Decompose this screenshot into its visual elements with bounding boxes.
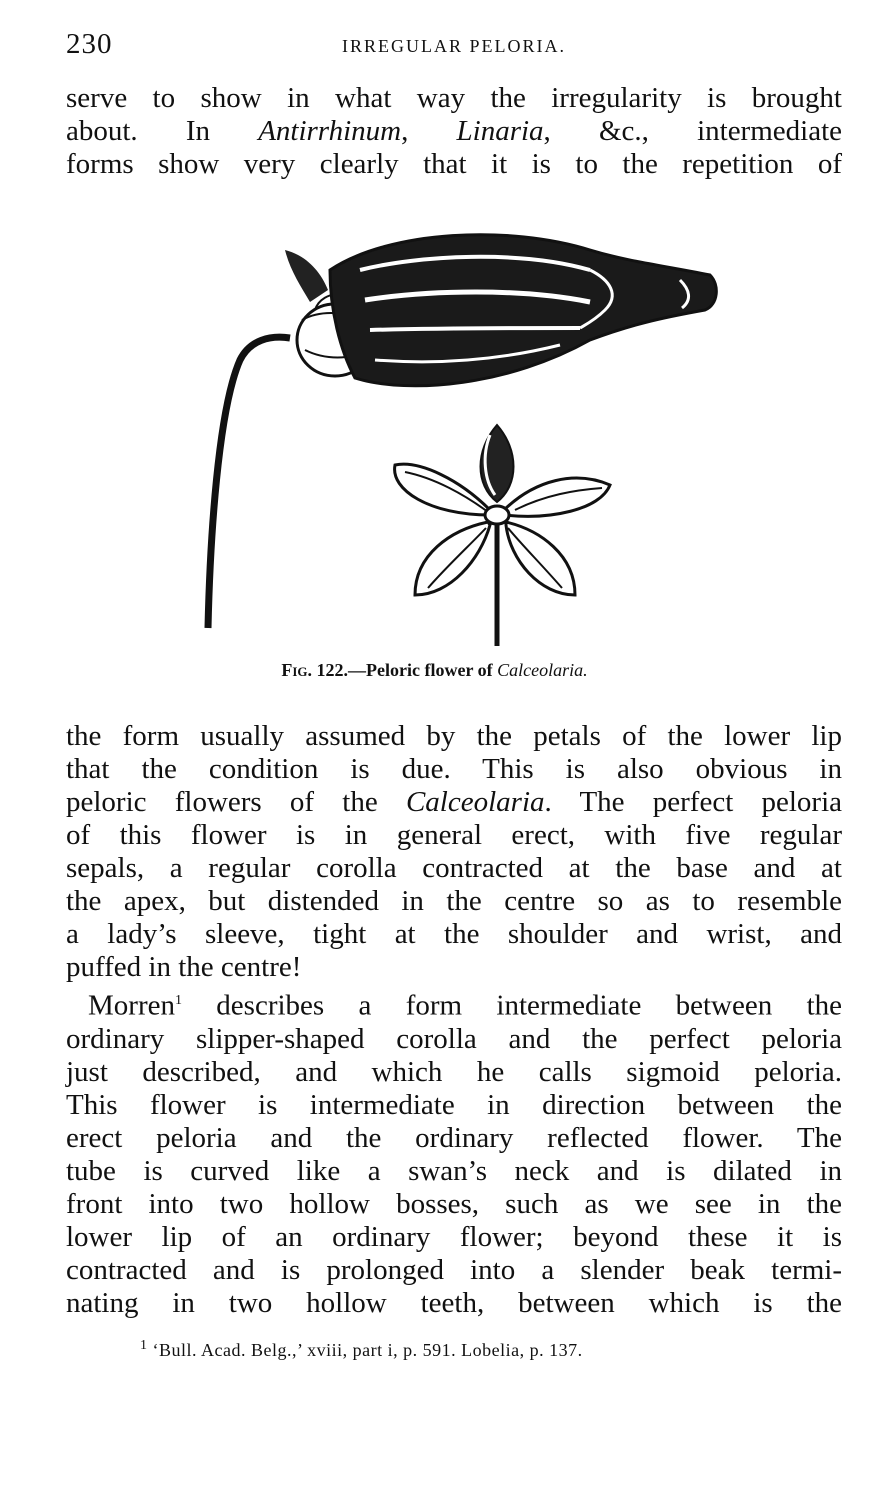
footnote [140, 1338, 583, 1361]
text-line: This flower is intermediate in direction between the [66, 1088, 842, 1121]
page-header [66, 28, 842, 62]
text-line: erect peloria and the ordinary reflected flower. The [66, 1121, 842, 1154]
footnote-marker: 1 [140, 1338, 148, 1353]
caption-text: 122.—Peloric flower of [312, 660, 498, 680]
footnote-text: ‘Bull. Acad. Belg.,’ xviii, part i, p. 591. Lobelia, p. 137. [152, 1340, 583, 1360]
flower-stalk [208, 337, 290, 628]
text-span: describes a form intermediate between the [181, 989, 842, 1022]
corolla [330, 235, 716, 386]
text-line: ordinary slipper-shaped corolla and the perfect peloria [66, 1022, 842, 1055]
text-span: . The perfect peloria [544, 786, 842, 818]
text-line: just described, and which he calls sigmoid peloria. [66, 1055, 842, 1088]
text-line: sepals, a regular corolla contracted at the base and at [66, 852, 842, 884]
text-span: peloric flowers of the [66, 786, 406, 818]
text-line: that the condition is due. This is also obvious in [66, 753, 842, 785]
paragraph-morren [66, 984, 842, 1320]
page-number: 230 [66, 28, 113, 60]
text-line: of this flower is in general erect, with five regular [66, 819, 842, 851]
text-line [66, 115, 842, 148]
text-line: forms show very clearly that it is to the repetition of [66, 148, 842, 180]
text-span: , [401, 115, 457, 147]
footnote-reference: 1 [174, 993, 182, 1008]
text-span: Morren [88, 989, 175, 1022]
italic-genus-linaria: Linaria [456, 115, 544, 147]
text-line: nating in two hollow teeth, between which is the [66, 1286, 842, 1319]
paragraph-top [66, 82, 842, 181]
italic-genus-antirrhinum: Antirrhinum [258, 115, 402, 147]
figure-caption [0, 660, 869, 681]
running-head: IRREGULAR PELORIA. [342, 36, 566, 56]
text-line: the form usually assumed by the petals of the lower lip [66, 720, 842, 752]
peloric-flower-illustration [190, 210, 730, 650]
text-span: , &c., intermediate [543, 115, 843, 147]
text-line: the apex, but distended in the centre so as to resemble [66, 885, 842, 917]
text-line [66, 984, 842, 1023]
text-line: a lady’s sleeve, tight at the shoulder and wrist, and [66, 918, 842, 950]
italic-genus-calceolaria: Calceolaria [405, 786, 545, 818]
text-span: about. In [66, 115, 259, 147]
text-line: tube is curved like a swan’s neck and is dilated in [66, 1154, 842, 1187]
caption-genus: Calceolaria. [497, 660, 588, 680]
text-line: serve to show in what way the irregularity is brought [66, 82, 842, 114]
text-line: lower lip of an ordinary flower; beyond these it is [66, 1220, 842, 1253]
front-view-flower [395, 425, 610, 646]
text-line: contracted and is prolonged into a slender beak termi- [66, 1253, 842, 1286]
paragraph-main [66, 720, 842, 984]
text-line: puffed in the centre! [66, 951, 302, 983]
figure-label: Fig. [281, 660, 313, 680]
text-line [66, 786, 842, 819]
text-line: front into two hollow bosses, such as we see in the [66, 1187, 842, 1220]
